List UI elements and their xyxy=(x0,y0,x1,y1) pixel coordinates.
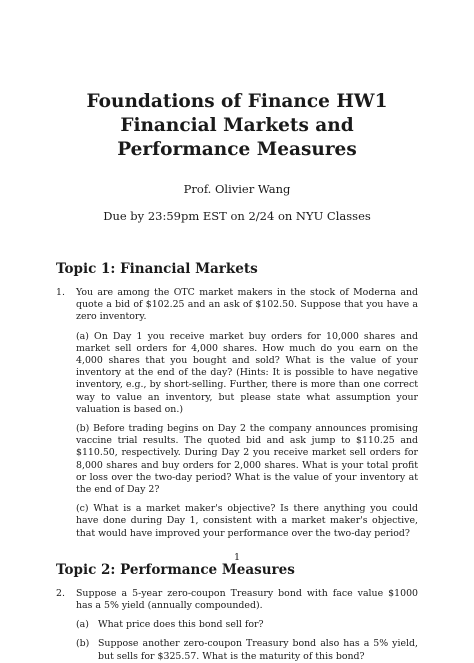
part-text: What price does this bond sell for? xyxy=(98,619,264,631)
document-subtitle: Financial Markets and Performance Measures xyxy=(117,115,357,160)
problem-part-b xyxy=(76,638,418,662)
problem-1 xyxy=(56,287,418,540)
author: Prof. Olivier Wang xyxy=(183,182,291,196)
problem-number: 1. xyxy=(56,287,65,298)
part-label: (b) xyxy=(76,638,90,650)
title-block xyxy=(56,0,418,223)
problem-part-c: (c) What is a market maker's objective? Is there anything you could have done during Day 1, consistent with a market maker's objective, that would have improved your performance over the two-day period? xyxy=(76,503,418,539)
due-date: Due by 23:59pm EST on 2/24 on NYU Classes xyxy=(103,209,371,223)
section-heading-topic-1: Topic 1: Financial Markets xyxy=(56,261,258,277)
problem-2 xyxy=(56,588,418,663)
problem-intro: Suppose a 5-year zero-coupon Treasury bond with face value $1000 has a 5% yield (annually compounded). xyxy=(76,587,418,612)
problem-part-b: (b) Before trading begins on Day 2 the company announces promising vaccine trial results. The quoted bid and ask jump to $110.25 and $110.50, respectively. During Day 2 you receive market sell orders for 8,000 shares and buy orders for 2,000 shares. What is your total profit or loss over the two-day period? What is the value of your inventory at the end of Day 2? xyxy=(76,423,418,496)
part-text: Suppose another zero-coupon Treasury bond also has a 5% yield, but sells for $325.57. What is the maturity of this bond? xyxy=(98,638,418,662)
problem-body xyxy=(76,287,418,540)
document-title: Foundations of Finance HW1 xyxy=(86,91,388,112)
section-heading-topic-2: Topic 2: Performance Measures xyxy=(56,561,295,578)
problem-part-a: (a) On Day 1 you receive market buy orders for 10,000 shares and market sell orders for 4,000 shares. How much do you earn on the 4,000 shares that you bought and sold? What is the value of your inventory at the end of the day? (Hints: It is possible to have negative inventory, e.g., by short-selling. Further, there is more than one correct way to value an inventory, but please state what assumption your valuation is based on.) xyxy=(76,330,418,415)
problem-body xyxy=(76,588,418,663)
part-label: (a) xyxy=(76,619,89,631)
problem-part-a xyxy=(76,619,418,631)
problem-number: 2. xyxy=(56,587,65,599)
page-number: 1 xyxy=(233,552,241,563)
problem-intro: You are among the OTC market makers in the stock of Moderna and quote a bid of $102.25 and an ask of $102.50. Suppose that you have a zero inventory. xyxy=(76,287,418,323)
